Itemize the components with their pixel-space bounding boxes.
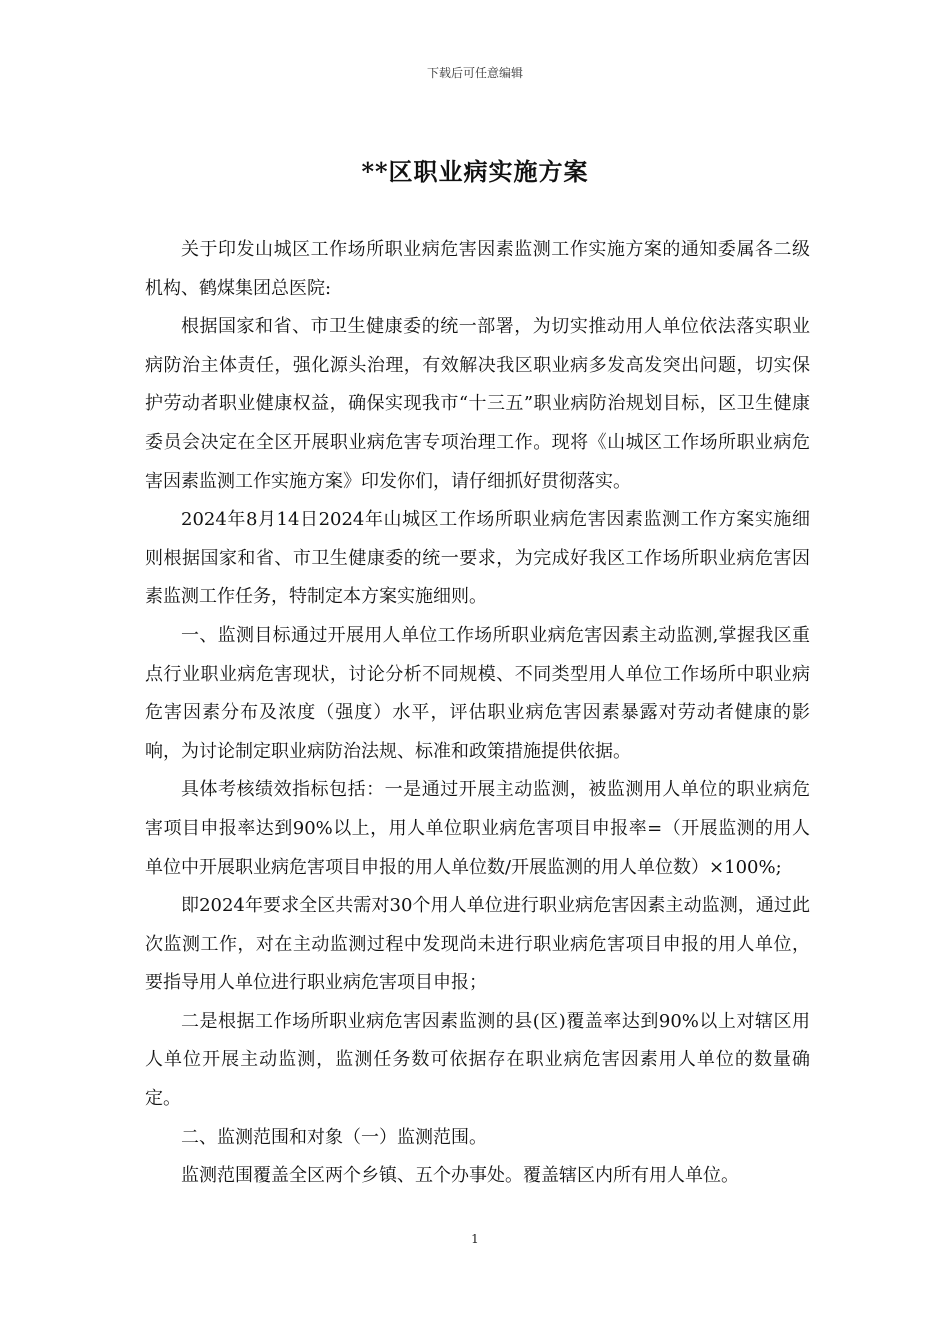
header-note: 下载后可任意编辑 (426, 66, 523, 80)
paragraph-coverage-rate: 二是根据工作场所职业病危害因素监测的县(区)覆盖率达到90%以上对辖区用人单位开展主动监测，监测任务数可依据存在职业病危害因素用人单位的数量确定。 (145, 1010, 810, 1110)
document-body (145, 231, 810, 1196)
paragraph-background: 根据国家和省、市卫生健康委的统一部署，为切实推动用人单位依法落实职业病防治主体责任，强化源头治理，有效解决我区职业病多发高发突出问题，切实保护劳动者职业健康权益，确保实现我市“十三五”职业病防治规划目标，区卫生健康委员会决定在全区开展职业病危害专项治理工作。现将《山城区工作场所职业病危害因素监测工作实施方案》印发你们，请仔细抓好贯彻落实。 (145, 316, 810, 492)
paragraph-2024-requirement: 即2024年要求全区共需对30个用人单位进行职业病危害因素主动监测，通过此次监测工作，对在主动监测过程中发现尚未进行职业病危害项目申报的用人单位，要指导用人单位进行职业病危害项目申报； (145, 895, 810, 994)
paragraph-scope: 监测范围覆盖全区两个乡镇、五个办事处。覆盖辖区内所有用人单位。 (181, 1165, 739, 1187)
page-number: 1 (471, 1232, 479, 1246)
paragraph-scope-heading: 二、监测范围和对象（一）监测范围。 (181, 1126, 487, 1148)
paragraph-performance-indicators: 具体考核绩效指标包括：一是通过开展主动监测，被监测用人单位的职业病危害项目申报率达到90%以上，用人单位职业病危害项目申报率=（开展监测的用人单位中开展职业病危害项目申报的用人单位数/开展监测的用人单位数）×100%; (145, 779, 810, 878)
paragraph-notice-heading: 关于印发山城区工作场所职业病危害因素监测工作实施方案的通知委属各二级机构、鹤煤集团总医院: (145, 239, 810, 299)
paragraph-monitoring-goal: 一、监测目标通过开展用人单位工作场所职业病危害因素主动监测,掌握我区重点行业职业病危害现状，讨论分析不同规模、不同类型用人单位工作场所中职业病危害因素分布及浓度（强度）水平，评估职业病危害因素暴露对劳动者健康的影响，为讨论制定职业病防治法规、标准和政策措施提供依据。 (145, 624, 810, 762)
paragraph-implementation-rules: 2024年8月14日2024年山城区工作场所职业病危害因素监测工作方案实施细则根据国家和省、市卫生健康委的统一要求，为完成好我区工作场所职业病危害因素监测工作任务，特制定本方案实施细则。 (145, 509, 810, 608)
document-title: **区职业病实施方案 (361, 157, 589, 186)
